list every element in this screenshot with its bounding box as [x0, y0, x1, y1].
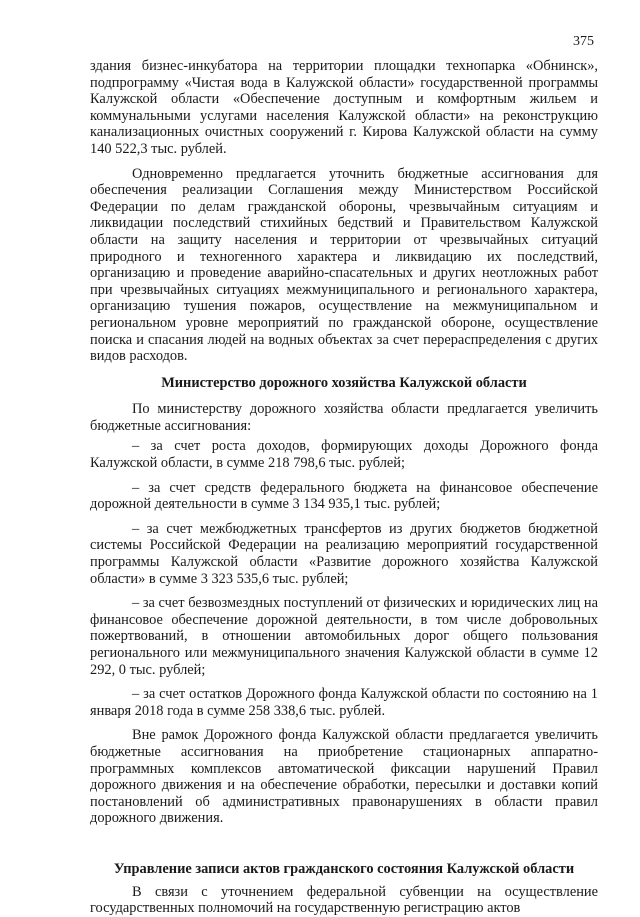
list-item: – за счет межбюджетных трансфертов из других бюджетов бюджетной системы Российской Федерации на реализацию мероприятий государственной программы Калужской области «Развитие дорожного хозяйства Калужской области» в сумме 3 323 535,6 тыс. рублей;	[90, 520, 598, 587]
section-heading-registry-office: Управление записи актов гражданского состояния Калужской области	[113, 860, 575, 877]
list-item: – за счет остатков Дорожного фонда Калужской области по состоянию на 1 января 2018 года в сумме 258 338,6 тыс. рублей.	[90, 686, 598, 719]
list-item: – за счет безвозмездных поступлений от физических и юридических лиц на финансовое обеспечение дорожной деятельности, в том числе добровольных пожертвований, в отношении автомобильных дорог общего пользования регионального или межмуниципального значения Калужской области в сумме 12 292, 0 тыс. рублей;	[90, 595, 598, 678]
list-item: – за счет роста доходов, формирующих доходы Дорожного фонда Калужской области, в сумме 218 798,6 тыс. рублей;	[90, 438, 598, 472]
list-item: – за счет средств федерального бюджета на финансовое обеспечение дорожной деятельности в сумме 3 134 935,1 тыс. рублей;	[90, 479, 598, 513]
document-body	[90, 58, 598, 917]
registry-office-intro: В связи с уточнением федеральной субвенции на осуществление государственных полномочий на государственную регистрацию актов	[90, 883, 598, 917]
page-number: 375	[573, 34, 594, 49]
section-heading-road-ministry: Министерство дорожного хозяйства Калужской области	[161, 374, 527, 391]
paragraph-civil-defense: Одновременно предлагается уточнить бюджетные ассигнования для обеспечения реализации Соглашения между Министерством Российской Федерации по делам гражданской обороны, чрезвычайным ситуациям и ликвидации последствий стихийных бедствий и Правительством Калужской области на защиту населения и территории от чрезвычайных ситуаций природного и техногенного характера и ликвидацию их последствий, организацию и проведение аварийно-спасательных и других неотложных работ при чрезвычайных ситуациях межмуниципального и регионального характера, организацию тушения пожаров, осуществление на межмуниципальном и региональном уровне мероприятий по гражданской обороне, осуществление поиска и спасания людей на водных объектах за счет перераспределения с других видов расходов.	[90, 165, 598, 365]
road-ministry-intro: По министерству дорожного хозяйства области предлагается увеличить бюджетные ассигнования:	[90, 401, 598, 434]
road-ministry-closing: Вне рамок Дорожного фонда Калужской области предлагается увеличить бюджетные ассигнования на приобретение стационарных аппаратно-программных комплексов автоматической фиксации нарушений Правил дорожного движения и на обеспечение обработки, пересылки и доставки копий постановлений об административных правонарушениях в области правил дорожного движения.	[90, 727, 598, 827]
paragraph-continuation: здания бизнес-инкубатора на территории площадки технопарка «Обнинск», подпрограмму «Чистая вода в Калужской области» государственной программы Калужской области «Обеспечение доступным и комфортным жильем и коммунальными услугами населения Калужской области» на реконструкцию канализационных очистных сооружений г. Кирова Калужской области на сумму 140 522,3 тыс. рублей.	[90, 58, 598, 157]
